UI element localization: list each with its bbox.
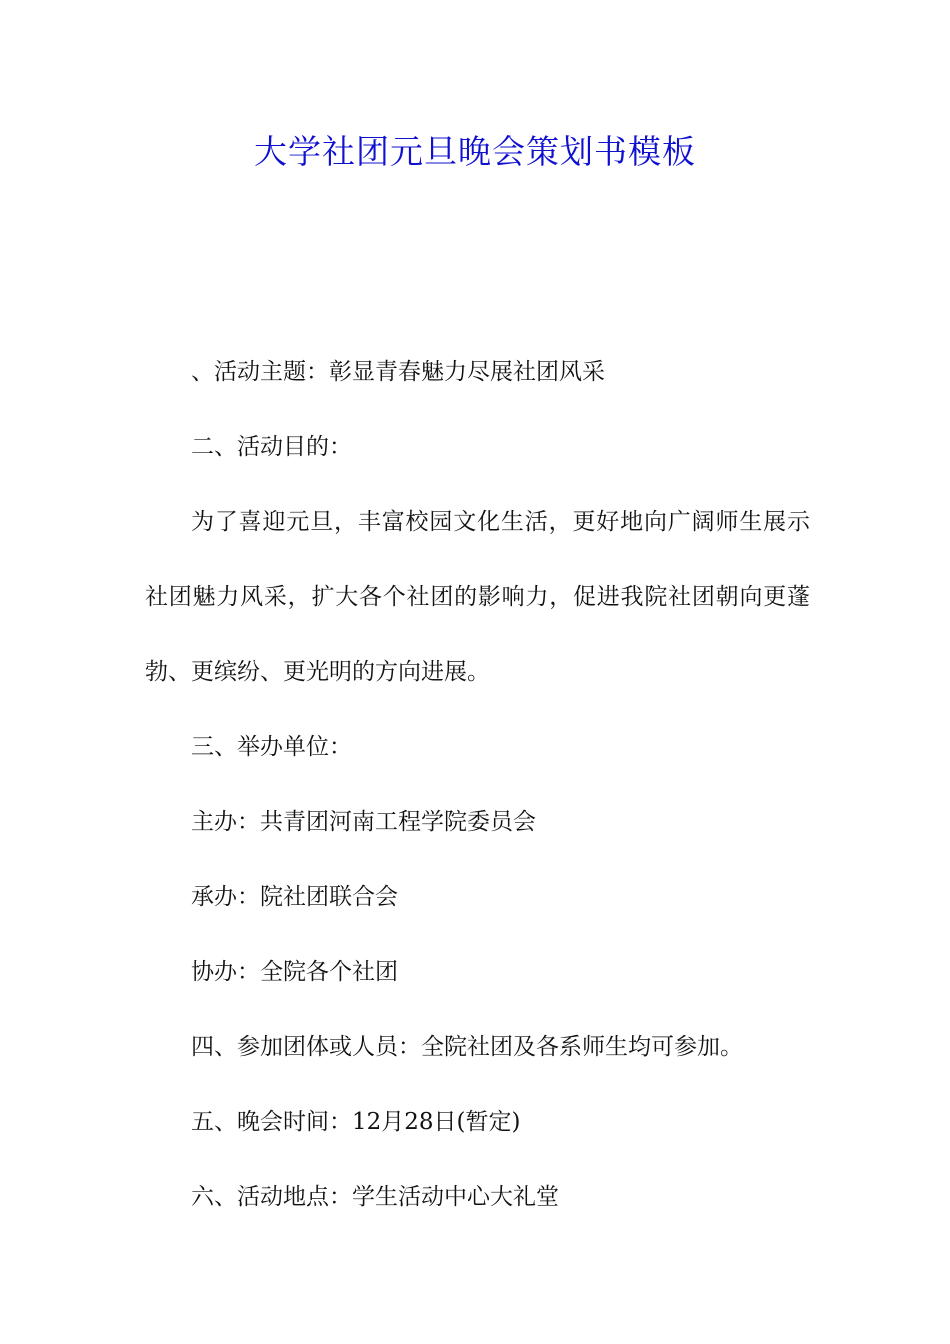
paragraph-organizers-heading: 三、举办单位：	[191, 734, 352, 760]
document-title: 大学社团元旦晚会策划书模板	[254, 132, 696, 171]
paragraph-organizer: 承办：院社团联合会	[191, 884, 398, 910]
paragraph-participants: 四、参加团体或人员：全院社团及各系师生均可参加。	[191, 1034, 743, 1060]
paragraph-activity-theme: 、活动主题：彰显青春魅力尽展社团风采	[191, 359, 605, 385]
document-body	[145, 335, 810, 1235]
paragraph-host: 主办：共青团河南工程学院委员会	[191, 809, 536, 835]
paragraph-activity-purpose-heading: 二、活动目的：	[191, 434, 352, 460]
paragraph-event-location: 六、活动地点：学生活动中心大礼堂	[191, 1184, 559, 1210]
paragraph-co-organizer: 协办：全院各个社团	[191, 959, 398, 985]
paragraph-activity-purpose-body: 为了喜迎元旦，丰富校园文化生活，更好地向广阔师生展示社团魅力风采，扩大各个社团的影响力，促进我院社团朝向更蓬勃、更缤纷、更光明的方向进展。	[145, 509, 810, 685]
paragraph-event-time: 五、晚会时间：12月28日(暂定)	[191, 1109, 521, 1135]
